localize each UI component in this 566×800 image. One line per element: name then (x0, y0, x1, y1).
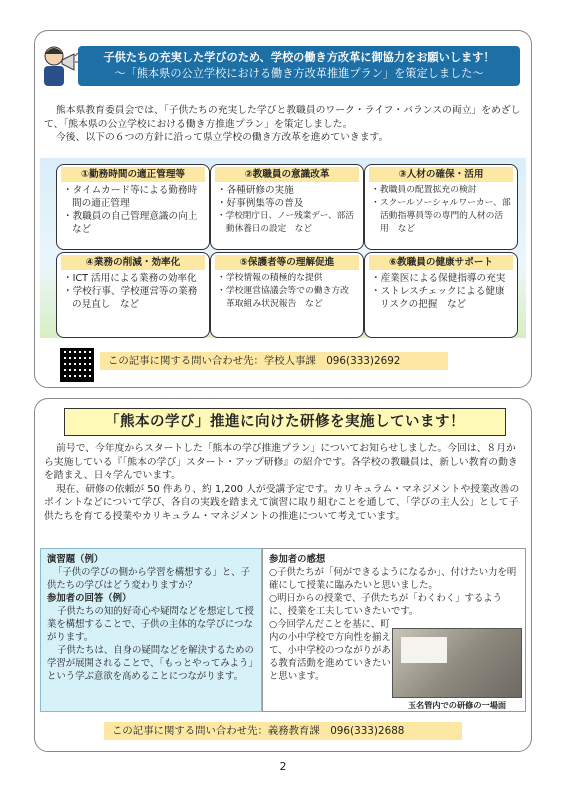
policy-box-5 (210, 252, 364, 338)
article-1-body (44, 104, 524, 145)
impression-item: ○子供たちが「何ができるようになるか」、付けたい力を明確にして授業に臨みたいと思いました。 (269, 567, 517, 591)
policy-item: ・ 教職員の自己管理意識の向上 など (63, 210, 203, 236)
policy-heading: ⑤保護者等の理解促進 (215, 255, 359, 270)
megaphone-speaker-icon (38, 42, 78, 88)
impressions-label: 参加者の感想 (269, 554, 326, 565)
policy-heading: ④業務の削減・効率化 (61, 255, 205, 270)
policy-item: ・ 学校情報の積極的な提供 (217, 272, 357, 285)
policy-item: ・ 各種研修の実施 (217, 184, 357, 197)
policy-item: ・ 学校行事、学校運営等の業務の見直し など (63, 285, 203, 311)
article-1-paragraph-2: 今後、以下の６つの方針に沿って県立学校の働き方改革を進めていきます。 (56, 132, 389, 143)
article-2-paragraph-1: 前号で、今年度からスタートした「熊本の学び推進プラン」についてお知らせしました。今回は、８月から実施している『「熊本の学び」スタート・アップ研修』の紹介です。各学校の教職員は、新しい教育の動きを踏まえ、日々学んでいます。 (44, 443, 518, 481)
photo-caption: 玉名管内での研修の一場面 (407, 700, 507, 710)
policy-item: ・ スクールソーシャルワーカー、部活動指導員等の専門的人材の活用 など (371, 197, 511, 236)
article-2-title: 「熊本の学び」推進に向けた研修を実施しています！ (64, 408, 506, 436)
policy-heading: ⑥教職員の健康サポート (369, 255, 513, 270)
answer-label: 参加者の回答（例） (47, 593, 132, 604)
policy-box-1 (56, 164, 210, 250)
article-2-contact: この記事に関する問い合わせ先：義務教育課 096(333)2688 (104, 722, 462, 740)
policy-item: ・ 産業医による保健指導の充実 (371, 272, 511, 285)
policy-item: ・ 学校閉庁日、ノー残業デー、部活動休養日の設定 など (217, 210, 357, 236)
page-number: 2 (279, 760, 287, 773)
exercise-label: 演習題（例） (47, 554, 104, 565)
qr-code-icon[interactable] (60, 348, 94, 382)
policy-box-6 (364, 252, 518, 338)
article-2-body (44, 442, 524, 523)
policy-box-3 (364, 164, 518, 250)
policy-heading: ①勤務時間の適正管理等 (61, 167, 205, 182)
article-1-title-banner (78, 46, 520, 86)
policy-item: ・ タイムカード等による勤務時間の適正管理 (63, 184, 203, 210)
answer-text-1: 子供たちの知的好奇心や疑問などを想定して授業を構想することで、子供の主体的な学びにつながります。 (47, 606, 254, 643)
article-1-subtitle: ～「熊本県の公立学校における働き方改革推進プラン」を策定しました～ (114, 67, 484, 80)
exercise-example-box (40, 548, 262, 712)
policy-item: ・ 学校運営協議会等での働き方改革取組み状況報告 など (217, 285, 357, 311)
training-photo (392, 628, 522, 698)
article-1-paragraph-1: 熊本県教育委員会では、「子供たちの充実した学びと教職員のワーク・ライフ・バランスの両立」をめざして、「熊本県の公立学校における働き方推進プラン」を策定しました。 (44, 105, 521, 130)
projector-screen-icon (401, 637, 447, 663)
policy-heading: ③人材の確保・活用 (369, 167, 513, 182)
policy-item: ・ 教職員の配置拡充の検討 (371, 184, 511, 197)
exercise-text: 「子供の学びの側から学習を構想する」と、子供たちの学びはどう変わりますか？ (47, 567, 250, 591)
policy-box-2 (210, 164, 364, 250)
impression-item: ○今回学んだことを基に、町内の小中学校で方向性を揃えて、小中学校のつながりがある教育活動を進めていきたいと思います。 (269, 619, 391, 682)
policy-item: ・ 好事例集等の普及 (217, 197, 357, 210)
policy-heading: ②教職員の意識改革 (215, 167, 359, 182)
article-1-title: 子供たちの充実した学びのため、学校の働き方改革に御協力をお願いします！ (103, 51, 495, 64)
answer-text-2: 子供たちは、自身の疑問などを解決するための学習が展開されることで、「もっとやってみよう」という学ぶ意欲を高めることにつながります。 (47, 645, 254, 682)
article-2-paragraph-2: 現在、研修の依頼が 50 件あり、約 1,200 人が受講予定です。カリキュラム・マネジメントや授業改善のポイントなどについて学び、各自の実践を踏まえて演習に取り組むことを通して、「学びの主人公」として子供たちを育てる授業やカリキュラム・マネジメントの推進について考えています。 (44, 483, 520, 522)
impression-item: ○明日からの授業で、子供たちが「わくわく」するように、授業を工夫していきたいです。 (269, 593, 502, 617)
policy-item: ・ ストレスチェックによる健康リスクの把握 など (371, 285, 511, 311)
policy-box-4 (56, 252, 210, 338)
policy-item: ・ ICT 活用による業務の効率化 (63, 272, 203, 285)
article-1-contact: この記事に関する問い合わせ先：学校人事課 096(333)2692 (100, 352, 448, 370)
